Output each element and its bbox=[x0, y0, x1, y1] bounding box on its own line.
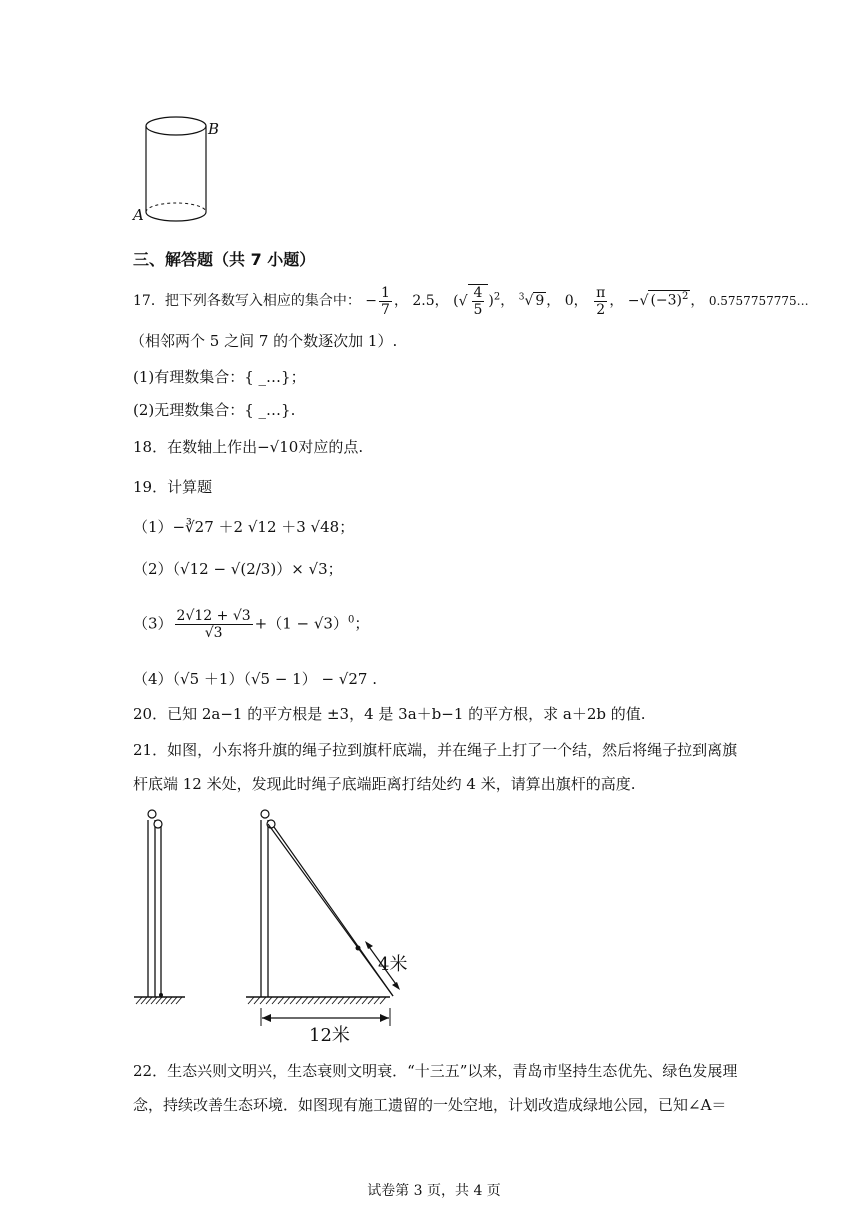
q17-n2: 2.5 bbox=[412, 293, 435, 310]
q18-line bbox=[133, 438, 363, 456]
q17-n7: −√ $(-3)^2$ bbox=[627, 291, 689, 310]
page-footer: 试卷第 3 页，共 4 页 bbox=[367, 1183, 501, 1199]
flagpole-figure bbox=[128, 800, 428, 1045]
q21-line2: 杆底端 12 米处，发现此时绳子底端距离打结处约 4 米，请算出旗杆的高度. bbox=[133, 775, 636, 793]
q17-part2: (2)无理数集合：{ _…}. bbox=[133, 401, 296, 419]
q21-line1: 21．如图，小东将升旗的绳子拉到旗杆底端，并在绳子上打了一个结，然后将绳子拉到离旗 bbox=[133, 741, 738, 759]
q19-part1: （1）−∛27 ＋2 √12 ＋3 √48； bbox=[133, 518, 355, 536]
q17-part1: (1)有理数集合：{ _…}； bbox=[133, 368, 306, 386]
q17-line: 17．把下列各数写入相应的集合中： − $\frac{1}{7}$ ， 2.5， (√ $\frac{4}{5}$ )$^2$， $^3$√ 9 ， 0， $\frac{\pi}{2}$ ， −√ $(-3)^2$ ， 0.5757757775… bbox=[133, 284, 809, 319]
q17-n5: 0 bbox=[564, 293, 574, 310]
q17-note: （相邻两个 5 之间 7 的个数逐次加 1）. bbox=[130, 332, 398, 350]
cylinder-label-b: B bbox=[208, 120, 220, 138]
q17-n6: $\frac{\pi}{2}$ bbox=[596, 284, 606, 318]
q17-n4: $^3$√ 9 bbox=[518, 292, 545, 310]
section-title: 三、解答题（共 7 小题） bbox=[133, 250, 316, 269]
q18-expr: −√10 bbox=[257, 438, 299, 456]
q17-n8: 0.5757757775… bbox=[708, 294, 809, 309]
q19-part4: （4）（√5 ＋1）（√5 − 1） − √27 . bbox=[133, 670, 377, 688]
cylinder-label-a: A bbox=[133, 206, 144, 224]
q22-line2: 念，持续改善生态环境．如图现有施工遗留的一处空地，计划改造成绿地公园，已知∠A＝ bbox=[133, 1096, 727, 1114]
q20-text: 20．已知 2a−1 的平方根是 ±3，4 是 3a＋b−1 的平方根，求 a＋2b 的值. bbox=[133, 705, 646, 723]
label-4m: 4米 bbox=[378, 954, 408, 975]
label-12m: 12米 bbox=[309, 1025, 350, 1046]
q22-line1: 22．生态兴则文明兴，生态衰则文明衰．“十三五”以来，青岛市坚持生态优先、绿色发展理 bbox=[133, 1062, 738, 1080]
q18-suffix: 对应的点. bbox=[298, 438, 364, 456]
q19-part2: （2）（√12 − √(2/3)）× √3； bbox=[133, 560, 343, 578]
q17-n1: − $\frac{1}{7}$ bbox=[365, 284, 390, 318]
q19-part3: （3） $\frac{2√12 + √3}{√3}$ $+(1 - √3)^0$； bbox=[133, 608, 370, 642]
q19-title: 19．计算题 bbox=[133, 478, 213, 496]
q18-prefix: 18．在数轴上作出 bbox=[133, 438, 258, 456]
q17-prefix: 17．把下列各数写入相应的集合中： bbox=[133, 293, 361, 310]
q17-n3: (√ $\frac{4}{5}$ )$^2$ bbox=[453, 285, 501, 319]
